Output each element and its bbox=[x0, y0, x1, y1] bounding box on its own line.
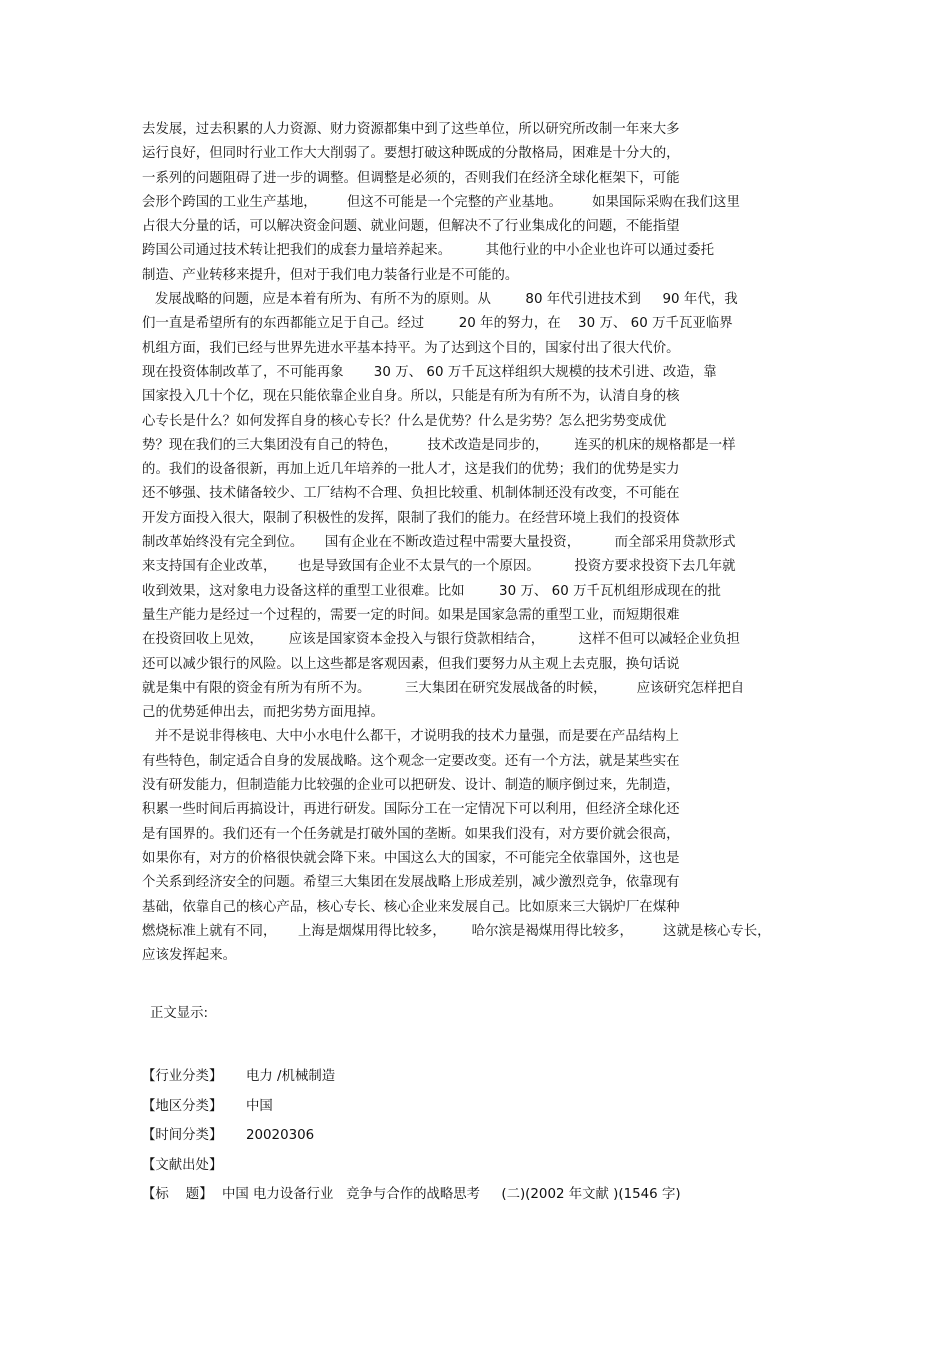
meta-row-source bbox=[142, 1151, 681, 1181]
text-line: 的。我们的设备很新，再加上近几年培养的一批人才，这是我们的优势；我们的优势是实力 bbox=[142, 462, 680, 478]
text-line: 势？现在我们的三大集团没有自己的特色， 技术改造是同步的， 连买的机床的规格都是一样 bbox=[142, 437, 736, 453]
text-line: 跨国公司通过技术转让把我们的成套力量培养起来。 其他行业的中小企业也许可以通过委托 bbox=[142, 243, 715, 259]
text-line: 国家投入几十个亿，现在只能依靠企业自身。所以，只能是有所为有所不为，认清自身的核 bbox=[142, 389, 680, 405]
meta-row-title bbox=[142, 1180, 681, 1210]
meta-key: 【文献出处】 bbox=[142, 1157, 223, 1173]
text-line: 就是集中有限的资金有所为有所不为。 三大集团在研究发展战备的时候， 应该研究怎样把自 bbox=[142, 680, 745, 696]
text-line: 制造、产业转移来提升，但对于我们电力装备行业是不可能的。 bbox=[142, 267, 519, 283]
text-line: 己的优势延伸出去，而把劣势方面甩掉。 bbox=[142, 705, 384, 721]
text-line: 来支持国有企业改革， 也是导致国有企业不太景气的一个原因。 投资方要求投资下去几年就 bbox=[142, 559, 736, 575]
display-label: 正文显示: bbox=[150, 1006, 209, 1021]
meta-key: 【行业分类】 bbox=[142, 1069, 223, 1084]
metadata-block bbox=[142, 1062, 681, 1210]
text-line: 是有国界的。我们还有一个任务就是打破外国的垄断。如果我们没有，对方要价就会很高， bbox=[142, 826, 680, 842]
text-line: 们一直是希望所有的东西都能立足于自己。经过 20 年的努力，在 30 万、 60 万千瓦亚临界 bbox=[142, 316, 733, 332]
meta-value: 20020306 bbox=[246, 1128, 315, 1143]
meta-value: 中国 电力设备行业 竞争与合作的战略思考 (二)(2002 年文献 )(1546 字) bbox=[222, 1187, 681, 1202]
text-line: 量生产能力是经过一个过程的，需要一定的时间。如果是国家急需的重型工业，而短期很难 bbox=[142, 607, 680, 623]
text-line: 发展战略的问题，应是本着有所为、有所不为的原则。从 80 年代引进技术到 90 年代，我 bbox=[142, 292, 738, 308]
meta-value: 中国 bbox=[246, 1098, 273, 1114]
text-line: 还不够强、技术储备较少、工厂结构不合理、负担比较重、机制体制还没有改变，不可能在 bbox=[142, 486, 680, 502]
text-line: 有些特色，制定适合自身的发展战略。这个观念一定要改变。还有一个方法，就是某些实在 bbox=[142, 753, 680, 769]
text-line: 如果你有，对方的价格很快就会降下来。中国这么大的国家，不可能完全依靠国外，这也是 bbox=[142, 850, 680, 866]
meta-key: 【地区分类】 bbox=[142, 1098, 223, 1114]
text-line: 运行良好，但同时行业工作大大削弱了。要想打破这种既成的分散格局，困难是十分大的， bbox=[142, 146, 680, 162]
text-line: 占很大分量的话，可以解决资金问题、就业问题，但解决不了行业集成化的问题，不能指望 bbox=[142, 219, 680, 235]
text-line: 机组方面，我们已经与世界先进水平基本持平。为了达到这个目的，国家付出了很大代价。 bbox=[142, 340, 680, 356]
text-line: 个关系到经济安全的问题。希望三大集团在发展战略上形成差别，减少激烈竞争，依靠现有 bbox=[142, 875, 680, 891]
text-line: 收到效果，这对象电力设备这样的重型工业很难。比如 30 万、 60 万千瓦机组形成现在的批 bbox=[142, 583, 721, 599]
text-line: 制改革始终没有完全到位。 国有企业在不断改造过程中需要大量投资， 而全部采用贷款形式 bbox=[142, 535, 736, 551]
text-line: 心专长是什么？如何发挥自身的核心专长？什么是优势？什么是劣势？怎么把劣势变成优 bbox=[142, 413, 667, 429]
text-line: 没有研发能力，但制造能力比较强的企业可以把研发、设计、制造的顺序倒过来，先制造， bbox=[142, 778, 680, 794]
meta-row-time bbox=[142, 1121, 681, 1151]
text-line: 在投资回收上见效， 应该是国家资本金投入与银行贷款相结合， 这样不但可以减轻企业负担 bbox=[142, 632, 740, 648]
article-body bbox=[142, 118, 822, 968]
text-line: 燃烧标准上就有不同， 上海是烟煤用得比较多， 哈尔滨是褐煤用得比较多， 这就是核心专长， bbox=[142, 923, 771, 939]
meta-row-region bbox=[142, 1092, 681, 1122]
meta-key: 【标 题】 bbox=[142, 1187, 213, 1202]
text-line: 并不是说非得核电、大中小水电什么都干，才说明我的技术力量强，而是要在产品结构上 bbox=[142, 729, 680, 745]
text-line: 基础，依靠自己的核心产品，核心专长、核心企业来发展自己。比如原来三大锅炉厂在煤种 bbox=[142, 899, 680, 915]
text-line: 去发展，过去积累的人力资源、财力资源都集中到了这些单位，所以研究所改制一年来大多 bbox=[142, 122, 680, 137]
text-line: 应该发挥起来。 bbox=[142, 948, 237, 964]
text-line: 会形个跨国的工业生产基地， 但这不可能是一个完整的产业基地。 如果国际采购在我们这里 bbox=[142, 194, 740, 210]
meta-key: 【时间分类】 bbox=[142, 1128, 223, 1143]
text-line: 现在投资体制改革了，不可能再象 30 万、 60 万千瓦这样组织大规模的技术引进、改造，靠 bbox=[142, 364, 717, 380]
text-line: 开发方面投入很大，限制了积极性的发挥，限制了我们的能力。在经营环境上我们的投资体 bbox=[142, 510, 680, 526]
text-line: 积累一些时间后再搞设计，再进行研发。国际分工在一定情况下可以利用，但经济全球化还 bbox=[142, 802, 680, 818]
text-line: 还可以减少银行的风险。以上这些都是客观因素，但我们要努力从主观上去克服，换句话说 bbox=[142, 656, 680, 672]
meta-row-industry bbox=[142, 1062, 681, 1092]
text-line: 一系列的问题阻碍了进一步的调整。但调整是必须的，否则我们在经济全球化框架下，可能 bbox=[142, 170, 680, 186]
meta-value: 电力 /机械制造 bbox=[246, 1069, 336, 1084]
